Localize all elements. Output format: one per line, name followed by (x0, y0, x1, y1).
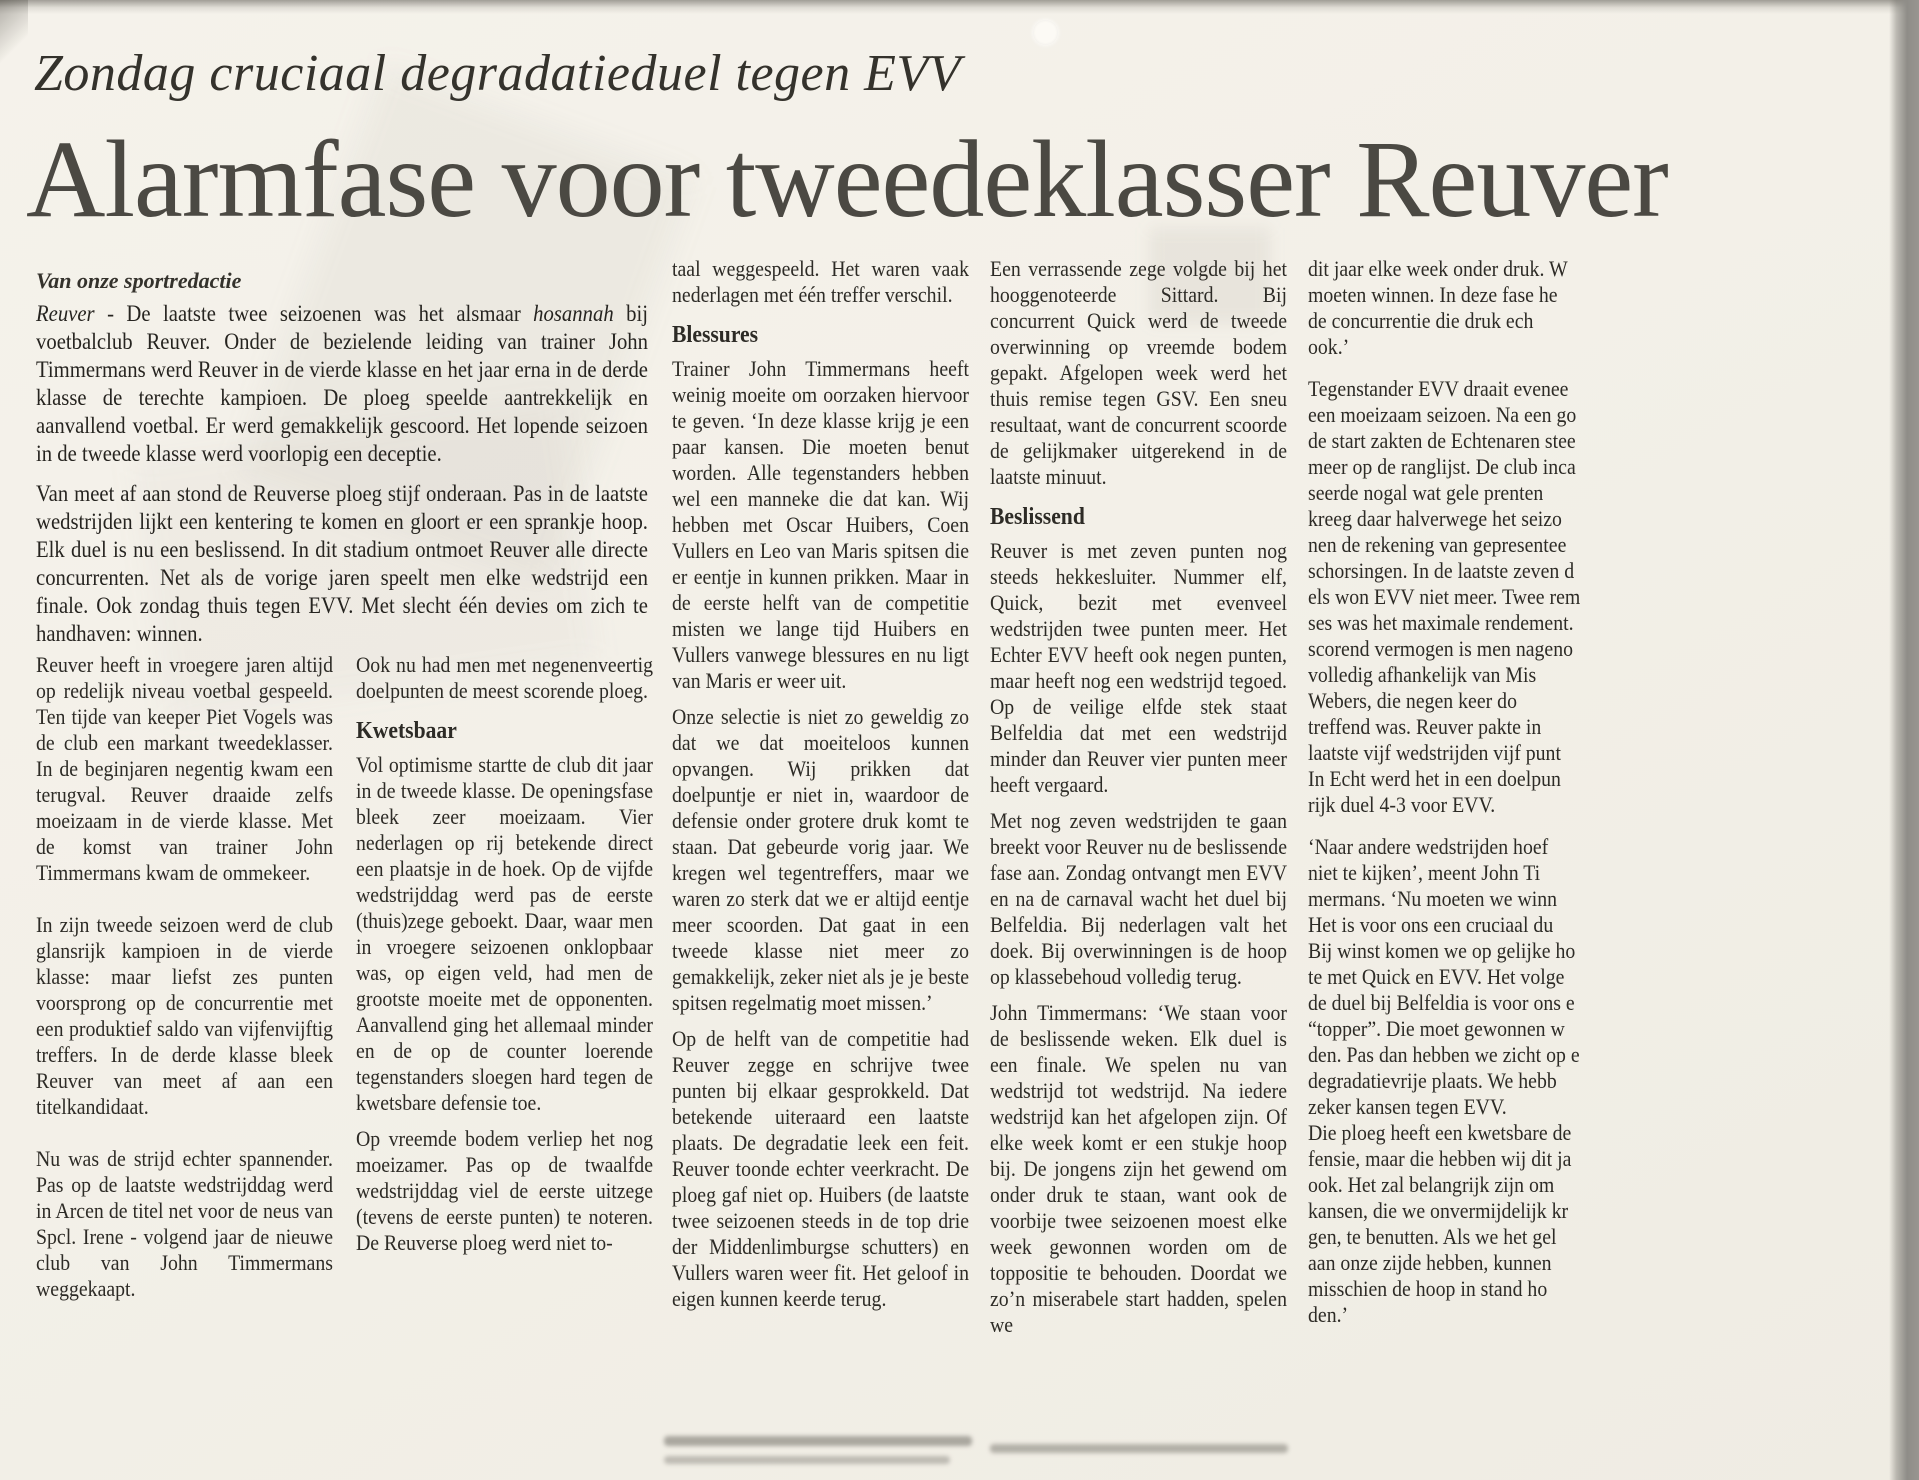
text-line: aan onze zijde hebben, kunnen (1308, 1250, 1552, 1275)
text-line: Bij winst komen we op gelijke ho (1308, 938, 1576, 963)
text-line: de duel bij Belfeldia is voor ons e (1308, 990, 1575, 1015)
column-5 (1308, 256, 1614, 1344)
byline: Van onze sportredactie (36, 268, 242, 293)
text-line: els won EVV niet meer. Twee rem (1308, 584, 1581, 609)
scan-corner-shadow (0, 0, 28, 64)
body-paragraph-clipped (1308, 376, 1614, 818)
intro-paragraph-2: Van meet af aan stond de Reuverse ploeg stijf onderaan. Pas in de laatste wedstrijden lijkt een kentering te komen en gloort er een sprankje hoop. Elk duel is nu een beslissend. In dit stadium ontmoet Reuver alle directe concurrenten. Net als de vorige jaren speelt men elke wedstrijd een finale. Ook zondag thuis tegen EVV. Met slecht één devies om zich te handhaven: winnen. (36, 481, 648, 646)
body-paragraph: John Timmermans: ‘We staan voor de beslissende weken. Elk duel is een finale. We spelen nu van wedstrijd tot wedstrijd. Na iedere wedstrijd kan het afgelopen zijn. Of elke week komt er een stukje hoop bij. De jongens zijn het gewend om onder druk te staan, want ook de voorbije twee seizoenen moest elke week gewonnen worden om de toppositie te behouden. Doordat we zo’n miserabele start hadden, spelen we (990, 1000, 1287, 1337)
text-line: niet te kijken’, meent John Ti (1308, 860, 1541, 885)
text-line: zeker kansen tegen EVV. (1308, 1094, 1507, 1119)
body-paragraph: Een verrassende zege volgde bij het hooggenoteerde Sittard. Bij concurrent Quick werd de tweede overwinning op vreemde bodem gepakt. Afgelopen week werd het thuis remise tegen GSV. Een sneu resultaat, want de concurrent scoorde de gelijkmaker uitgerekend in de laatste minuut. (990, 256, 1287, 489)
text-line: ook.’ (1308, 334, 1350, 359)
column-4 (990, 256, 1287, 1348)
body-paragraph: Op de helft van de competitie had Reuver zegge en schrijve twee punten bij elkaar gesprokkeld. Dat betekende uiteraard een laatste plaats. De degradatie leek een feit. Reuver toonde echter veerkracht. De ploeg gaf niet op. Huibers (de laatste twee seizoenen steeds in de top drie der Middenlimburgse schutters) en Vullers waren weer fit. Het geloof in eigen kunnen keerde terug. (672, 1026, 969, 1311)
text-line: In Echt werd het in een doelpun (1308, 766, 1561, 791)
intro-paragraph-1 (36, 300, 648, 468)
text-line: kreeg daar halverwege het seizo (1308, 506, 1562, 531)
body-paragraph: Onze selectie is niet zo geweldig zo dat we dat moeiteloos kunnen opvangen. Wij prikken dat doelpuntje er niet in, waardoor de defensie onder grotere druk komt te staan. Dat gebeurde vorig jaar. We kregen wel tegentreffers, maar we waren zo sterk dat we er altijd eentje meer scoorden. Dat gaat in een tweede klasse niet meer zo gemakkelijk, zeker niet als je je beste spitsen regelmatig moet missen.’ (672, 704, 969, 1015)
text-line: kansen, die we onvermijdelijk kr (1308, 1198, 1569, 1223)
text-line: meer op de ranglijst. De club inca (1308, 454, 1576, 479)
text-line: nen de rekening van gepresentee (1308, 532, 1567, 557)
body-paragraph: Trainer John Timmermans heeft weinig moeite om oorzaken hiervoor te geven. ‘In deze klasse krijg je een paar kansen. Die moeten benut worden. Alle tegenstanders hebben wel een manneke die dat kan. Wij hebben met Oscar Huibers, Coen Vullers en Leo van Maris spitsen die er eentje in kunnen prikken. Maar in de eerste helft van de competitie misten we lange tijd Huibers en Vullers vanwege blessures en nu ligt van Maris er weer uit. (672, 356, 969, 693)
text-line: schorsingen. In de laatste zeven d (1308, 558, 1575, 583)
body-paragraph: Vol optimisme startte de club dit jaar in de tweede klasse. De openingsfase bleek zeer moeizaam. Vier nederlagen op rij betekende direct een plaatsje in de hoek. Op de vijfde wedstrijddag werd pas de eerste (thuis)zege geboekt. Daar, waar men in vroegere seizoenen onklopbaar was, op eigen veld, had men de grootste moeite met de opponenten. Aanvallend ging het allemaal minder en de op de counter loerende tegenstanders sloegen hard tegen de kwetsbare defensie toe. (356, 752, 653, 1115)
text-line: Webers, die negen keer do (1308, 688, 1517, 713)
main-headline: Alarmfase voor tweedeklasser Reuver (26, 118, 1668, 240)
text-line: ook. Het zal belangrijk zijn om (1308, 1172, 1555, 1197)
section-heading-kwetsbaar: Kwetsbaar (356, 718, 457, 744)
text-line: moeten winnen. In deze fase he (1308, 282, 1558, 307)
scanner-edge-band (1889, 0, 1919, 1480)
text-line: degradatievrije plaats. We hebb (1308, 1068, 1557, 1093)
body-paragraph: Nu was de strijd echter spannender. Pas op de laatste wedstrijddag werd in Arcen de titel net voor de neus van Spcl. Irene - volgend jaar de nieuwe club van John Timmermans weggekaapt. (36, 1146, 333, 1301)
text-line: treffend was. Reuver pakte in (1308, 714, 1542, 739)
body-paragraph: Reuver is met zeven punten nog steeds hekkesluiter. Nummer elf, Quick, bezit met evenveel wedstrijden twee punten meer. Het Echter EVV heeft ook negen punten, maar heeft nog een wedstrijd tegoed. Op de veilige elfde stek staat Belfeldia dat met een wedstrijd minder dan Reuver vier punten meer heeft vergaard. (990, 538, 1287, 797)
body-paragraph: Met nog zeven wedstrijden te gaan breekt voor Reuver nu de beslissende fase aan. Zondag ontvangt men EVV en na de carnaval wacht het duel bij Belfeldia. Bij nederlagen valt het doek. Bij overwinningen is de hoop op klassebehoud volledig terug. (990, 808, 1287, 989)
text-line: Die ploeg heeft een kwetsbare de (1308, 1120, 1572, 1145)
text-line: den.’ (1308, 1302, 1349, 1327)
body-paragraph: taal weggespeeld. Het waren vaak nederlagen met één treffer verschil. (672, 256, 969, 307)
text-line: mermans. ‘Nu moeten we winn (1308, 886, 1558, 911)
text-line: scorend vermogen is men nageno (1308, 636, 1574, 661)
hole-punch-artifact (1033, 20, 1058, 45)
text-line: rijk duel 4-3 voor EVV. (1308, 792, 1496, 817)
text-line: dit jaar elke week onder druk. W (1308, 256, 1568, 281)
intro-italic-word: hosannah (533, 301, 614, 326)
body-paragraph: Ook nu had men met negenenveertig doelpunten de meest scorende ploeg. (356, 652, 653, 703)
text-line: “topper”. Die moet gewonnen w (1308, 1016, 1565, 1041)
kicker-headline: Zondag cruciaal degradatieduel tegen EVV (34, 45, 961, 102)
text-line: misschien de hoop in stand ho (1308, 1276, 1548, 1301)
text-line: ses was het maximale rendement. (1308, 610, 1574, 635)
text-line: seerde nogal wat gele prenten (1308, 480, 1544, 505)
text-line: een moeizaam seizoen. Na een go (1308, 402, 1577, 427)
body-paragraph-clipped (1308, 834, 1614, 1328)
intro-section (36, 300, 648, 660)
text-line: gen, te benutten. Als we het gel (1308, 1224, 1557, 1249)
intro-text-segment: - De laatste twee seizoenen was het alsmaar (94, 301, 534, 326)
section-heading-beslissend: Beslissend (990, 504, 1085, 530)
body-paragraph: Op vreemde bodem verliep het nog moeizamer. Pas op de twaalfde wedstrijddag viel de eerste uitzege (tevens de eerste punten) te noteren. De Reuverse ploeg werd niet to- (356, 1126, 653, 1255)
intro-text-segment: bij voetbalclub Reuver. Onder de bezielende leiding van trainer John Timmermans werd Reuver in de vierde klasse en het jaar erna in de derde klasse de terechte kampioen. De ploeg speelde aantrekkelijk en aanvallend voetbal. Er werd gemakkelijk gescoord. Het lopende seizoen in de tweede klasse werd voorlopig een deceptie. (36, 301, 648, 466)
text-line: den. Pas dan hebben we zicht op e (1308, 1042, 1580, 1067)
text-line: de concurrentie die druk ech (1308, 308, 1534, 333)
text-line: volledig afhankelijk van Mis (1308, 662, 1537, 687)
text-line: ‘Naar andere wedstrijden hoef (1308, 834, 1549, 859)
text-line: Tegenstander EVV draait evenee (1308, 376, 1569, 401)
body-paragraph: Reuver heeft in vroegere jaren altijd op redelijk niveau voetbal gespeeld. Ten tijde van keeper Piet Vogels was de club een markant tweedeklasser. In de beginjaren negentig kwam een terugval. Reuver draaide zelfs moeizaam in de vierde klasse. Met de komst van trainer John Timmermans kwam de ommekeer. (36, 652, 333, 885)
text-line: de start zakten de Echtenaren stee (1308, 428, 1576, 453)
body-paragraph: In zijn tweede seizoen werd de club glansrijk kampioen in de vierde klasse: maar liefst zes punten voorsprong op de concurrentie met een produktief saldo van vijfenvijftig treffers. In de derde klasse bleek Reuver van meet af aan een titelkandidaat. (36, 912, 333, 1119)
body-paragraph-clipped (1308, 256, 1614, 360)
text-line: Het is voor ons een cruciaal du (1308, 912, 1554, 937)
column-2 (356, 652, 653, 1266)
column-1 (36, 652, 333, 1328)
column-3 (672, 256, 969, 1322)
text-line: te met Quick en EVV. Het volge (1308, 964, 1565, 989)
text-line: laatste vijf wedstrijden vijf punt (1308, 740, 1561, 765)
section-heading-blessures: Blessures (672, 322, 759, 348)
print-smudge-artifact (990, 1444, 1288, 1453)
intro-lead-in: Reuver (36, 301, 95, 326)
print-smudge-artifact (664, 1436, 972, 1446)
print-smudge-artifact (664, 1456, 950, 1464)
scan-top-shadow (0, 0, 1919, 14)
text-line: fensie, maar die hebben wij dit ja (1308, 1146, 1572, 1171)
